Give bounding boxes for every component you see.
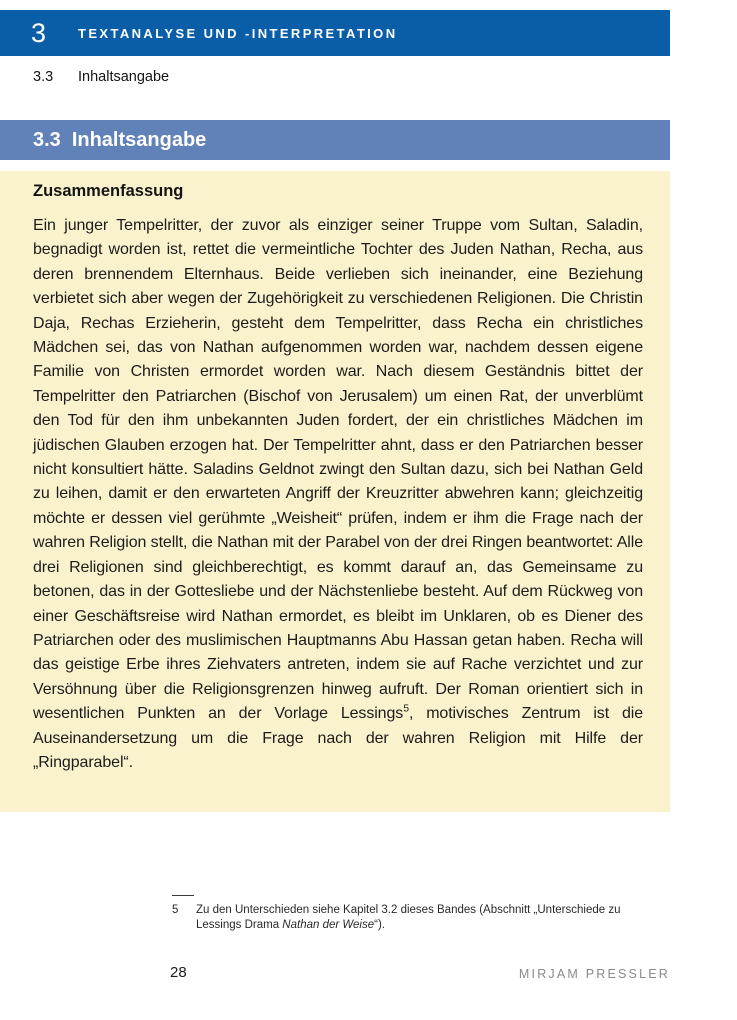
page-number: 28 <box>170 964 187 981</box>
section-header-bar <box>0 120 670 160</box>
summary-text-before-ref: Ein junger Tempelritter, der zuvor als einziger seiner Truppe vom Sultan, Saladin, begnadigt worden ist, rettet die vermeintliche Tochter des Juden Nathan, Recha, aus deren brennendem Elternhaus. Beide verlieben sich ineinander, eine Beziehung verbietet sich aber wegen der Zugehörigkeit zu verschiedenen Religionen. Die Christin Daja, Rechas Erzieherin, gesteht dem Tempelritter, dass Recha ein christliches Mädchen sei, das von Nathan aufgenommen worden war, nachdem dessen eigene Familie von Christen ermordet worden war. Nach diesem Geständnis bittet der Tempelritter den Patriarchen (Bischof von Jerusalem) um einen Rat, der unverblümt den Tod für den ihm unbekannten Juden fordert, der ein christliches Mädchen im jüdischen Glauben erzogen hat. Der Tempelritter ahnt, dass er den Patriarchen besser nicht konsultiert hätte. Saladins Geldnot zwingt den Sultan dazu, sich bei Nathan Geld zu leihen, damit er den erwarteten Angriff der Kreuzritter abwehren kann; gleichzeitig möchte er dessen viel gerühmte „Weisheit“ prüfen, indem er ihm die Frage nach der wahren Religion stellt, die Nathan mit der Parabel von der drei Ringen beantwortet: Alle drei Religionen sind gleichberechtigt, es kommt darauf an, das Gemeinsame zu betonen, das in der Gottesliebe und der Nächstenliebe besteht. Auf dem Rückweg von einer Geschäftsreise wird Nathan ermordet, es bleibt im Unklaren, ob es Diener des Patriarchen oder des muslimischen Hauptmanns Abu Hassan getan haben. Recha will das geistige Erbe ihres Ziehvaters antreten, indem sie auf Rache verzichtet und zur Versöhnung über die Religionsgrenzen hinweg aufruft. Der Roman orientiert sich in wesentlichen Punkten an der Vorlage Lessings <box>33 217 643 723</box>
summary-text-after-ref: , motivisches Zentrum ist die Auseinandersetzung um die Frage nach der wahren Religion mit Hilfe der „Ringparabel“. <box>33 705 644 771</box>
summary-box <box>0 171 670 812</box>
breadcrumb <box>33 69 169 85</box>
chapter-title: TEXTANALYSE UND -INTERPRETATION <box>78 25 398 41</box>
summary-heading: Zusammenfassung <box>33 182 184 200</box>
chapter-header-bar <box>0 10 670 56</box>
breadcrumb-section-label: Inhaltsangabe <box>78 69 170 85</box>
footnote-text <box>196 903 652 933</box>
footnote-text-before-italic: Zu den Unterschieden siehe Kapitel 3.2 dieses Bandes (Abschnitt „Unterschiede zu Lessings Drama <box>196 904 621 931</box>
footnote-text-after-italic: “). <box>374 919 385 931</box>
running-header-author: MIRJAM PRESSLER <box>518 967 670 981</box>
section-number: 3.3 <box>33 128 61 151</box>
footnote-divider <box>172 895 194 896</box>
footnote-book-title: Nathan der Weise <box>282 919 375 931</box>
footnote <box>172 903 652 933</box>
footnote-block <box>172 895 652 933</box>
section-title: Inhaltsangabe <box>71 128 207 151</box>
footnote-number: 5 <box>172 904 179 916</box>
chapter-number: 3 <box>31 17 47 48</box>
breadcrumb-section-number: 3.3 <box>33 69 54 85</box>
summary-paragraph <box>33 214 643 775</box>
footnote-reference: 5 <box>403 702 409 715</box>
